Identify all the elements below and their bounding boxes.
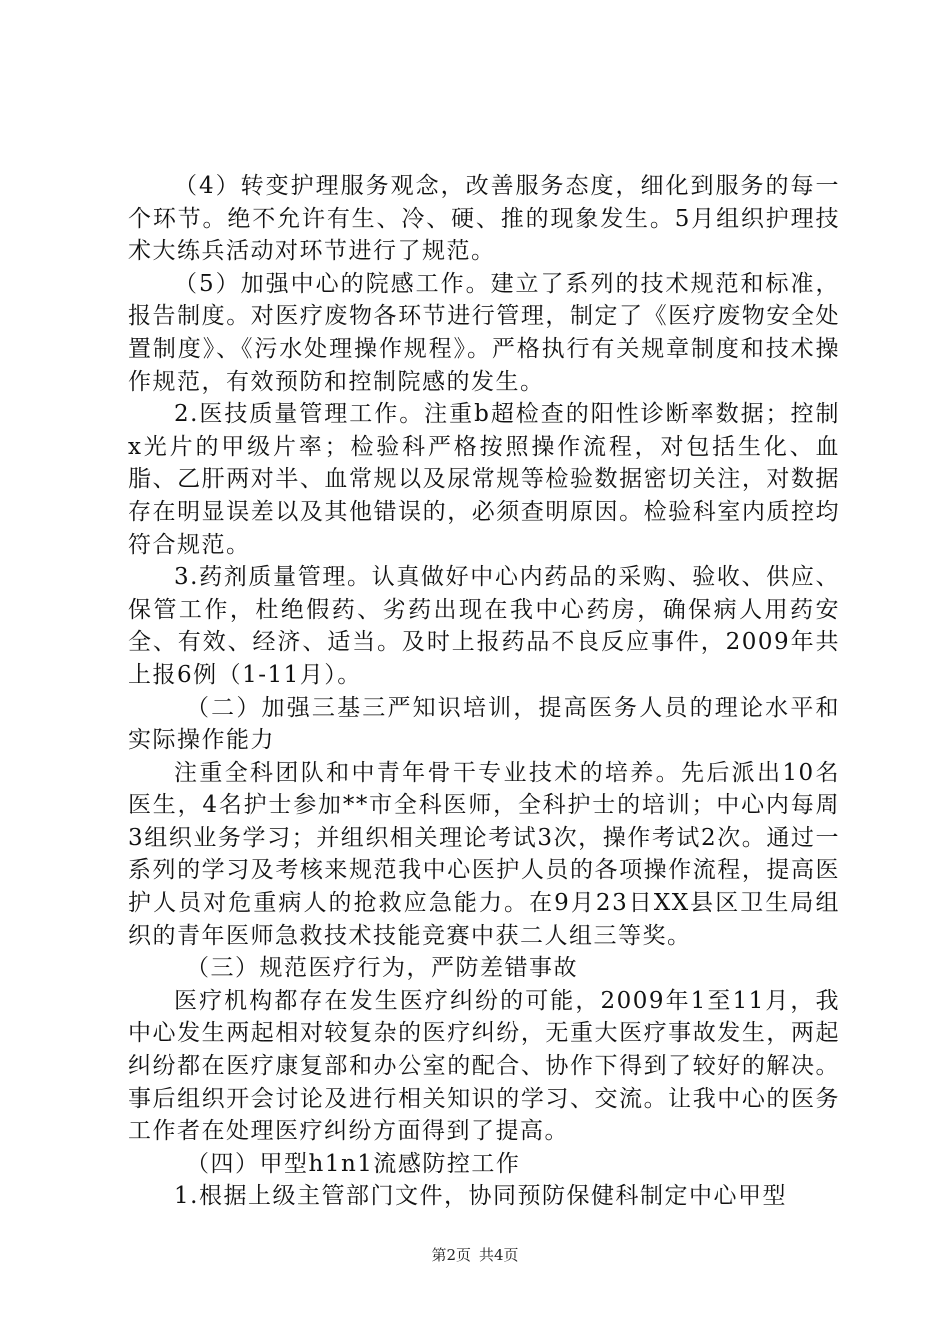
page-total: 共4页 <box>479 1246 519 1264</box>
section-heading-h1n1: （四）甲型h1n1流感防控工作 <box>186 1150 521 1177</box>
paragraph-pharmacy-quality: 3.药剂质量管理。认真做好中心内药品的采购、验收、供应、保管工作，杜绝假药、劣药出现在我中心药房，确保病人用药安全、有效、经济、适当。及时上报药品不良反应事件，2009年共上报6例（1-11月）。 <box>128 564 840 688</box>
paragraph-medical-disputes: 医疗机构都存在发生医疗纠纷的可能，2009年1至11月，我中心发生两起相对较复杂的医疗纠纷，无重大医疗事故发生，两起纠纷都在医疗康复部和办公室的配合、协作下得到了较好的解决。事后组织开会讨论及进行相关知识的学习、交流。让我中心的医务工作者在处理医疗纠纷方面得到了提高。 <box>128 987 840 1145</box>
document-body <box>128 170 840 1213</box>
page-number: 第2页 <box>431 1246 471 1264</box>
paragraph-infection-control: （5）加强中心的院感工作。建立了系列的技术规范和标准，报告制度。对医疗废物各环节进行管理，制定了《医疗废物安全处置制度》、《污水处理操作规程》。严格执行有关规章制度和技术操作规范，有效预防和控制院感的发生。 <box>128 270 840 395</box>
paragraph-nursing-service: （4）转变护理服务观念，改善服务态度，细化到服务的每一个环节。绝不允许有生、冷、硬、推的现象发生。5月组织护理技术大练兵活动对环节进行了规范。 <box>128 173 840 265</box>
paragraph-medical-tech-quality: 2.医技质量管理工作。注重b超检查的阳性诊断率数据；控制x光片的甲级片率；检验科严格按照操作流程，对包括生化、血脂、乙肝两对半、血常规以及尿常规等检验数据密切关注，对数据存在明显误差以及其他错误的，必须查明原因。检验科室内质控均符合规范。 <box>128 401 840 558</box>
paragraph-h1n1-plan: 1.根据上级主管部门文件，协同预防保健科制定中心甲型 <box>174 1183 787 1210</box>
section-heading-training: （二）加强三基三严知识培训，提高医务人员的理论水平和实际操作能力 <box>128 694 840 754</box>
paragraph-training: 注重全科团队和中青年骨干专业技术的培养。先后派出10名医生，4名护士参加**市全科医师，全科护士的培训；中心内每周3组织业务学习；并组织相关理论考试3次，操作考试2次。通过一系列的学习及考核来规范我中心医护人员的各项操作流程，提高医护人员对危重病人的抢救应急能力。在9月23日XX县区卫生局组织的青年医师急救技术技能竞赛中获二人组三等奖。 <box>128 759 840 949</box>
section-heading-medical-conduct: （三）规范医疗行为，严防差错事故 <box>186 955 578 982</box>
page-footer <box>0 1244 950 1265</box>
